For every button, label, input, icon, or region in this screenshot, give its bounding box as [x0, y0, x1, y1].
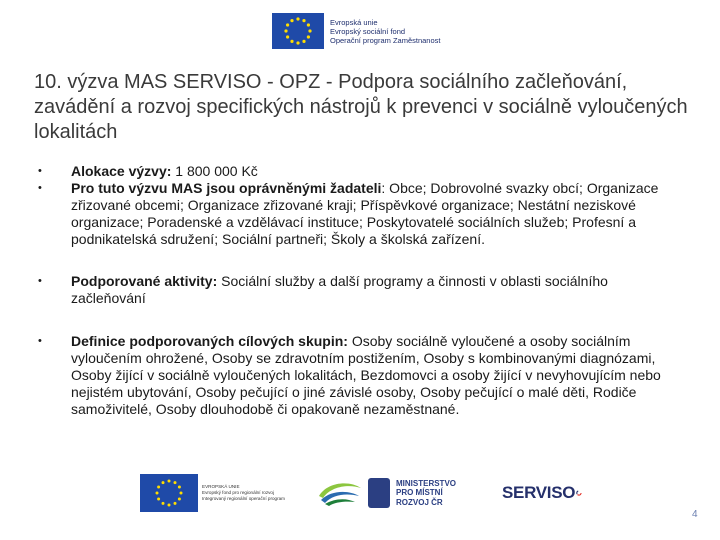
bullet-label: Alokace výzvy: — [71, 163, 172, 179]
eu-irop-line: Evropský fond pro regionální rozvoj — [202, 490, 275, 495]
mas-swoosh-logo — [315, 478, 365, 508]
bullet-text: Sociální služby a další programy a činnosti v oblasti sociálního začleňování — [71, 273, 608, 306]
eu-irop-line: EVROPSKÁ UNIE — [202, 484, 240, 489]
esf-opz-logo — [272, 11, 472, 51]
mmr-line: MINISTERSTVO — [396, 478, 457, 488]
eu-irop-line: Integrovaný regionální operační program — [202, 496, 285, 501]
bullet-label: Definice podporovaných cílových skupin: — [71, 333, 348, 349]
bullet-dot: • — [38, 182, 42, 194]
bullet-item-applicants — [38, 180, 678, 248]
bullet-text: : Obce; Dobrovolné svazky obcí; Organizace zřizované obcemi; Organizace zřizované kraji; Příspěvkové organizace; Nestátní neziskové organizace; Poradenské a vzdělávací instituce; Poskytovatelé sociálních služeb; Profesní a podnikatelská sdružení; Sociální partneři; Školy a školská zařízení. — [71, 180, 659, 247]
mmr-logo — [368, 472, 468, 514]
serviso-ring-icon — [576, 482, 582, 504]
bullet-text: Osoby sociálně vyloučené a osoby sociálním vyloučením ohrožené, Osoby se zdravotním postižením, Osoby s kombinovanými diagnózami, Osoby žijící v sociálně vyloučených lokalitách, Bezdomovci a osoby žijící v nevyhovujícím nebo nejistém ubytování, Osoby pečující o jiné závislé osoby, Osoby pečující o malé děti, Rodiče samoživitelé, Osoby dlouhodobě či opakovaně nezaměstnané. — [71, 333, 661, 417]
eu-irop-text — [202, 484, 285, 502]
esf-logo-text — [330, 18, 440, 45]
bullet-dot: • — [38, 275, 42, 287]
footer-logos — [140, 470, 590, 516]
bullet-list — [38, 163, 678, 418]
bullet-item-activities — [38, 273, 678, 307]
bullet-item-allocation — [38, 163, 678, 180]
bullet-item-target-groups — [38, 333, 678, 418]
lion-emblem-icon — [368, 478, 390, 508]
bullet-dot: • — [38, 165, 42, 177]
mmr-line: ROZVOJ ČR — [396, 497, 443, 507]
esf-logo-line: Evropská unie — [330, 17, 378, 27]
esf-logo-line: Operační program Zaměstnanost — [330, 35, 441, 45]
bullet-label: Podporované aktivity: — [71, 273, 218, 289]
slide-title: 10. výzva MAS SERVISO - OPZ - Podpora sociálního začleňování, zavádění a rozvoj specifických nástrojů k prevenci v sociálně vyloučených lokalitách — [34, 71, 688, 143]
eu-irop-logo — [140, 474, 300, 512]
mmr-text — [396, 479, 456, 508]
mmr-line: PRO MÍSTNÍ — [396, 488, 443, 498]
eu-flag-icon — [140, 474, 198, 512]
bullet-text: 1 800 000 Kč — [171, 163, 258, 179]
serviso-wordmark: SERVISO — [502, 483, 576, 502]
esf-logo-line: Evropský sociální fond — [330, 26, 406, 36]
serviso-logo — [502, 476, 582, 510]
eu-flag-icon — [272, 13, 324, 49]
bullet-dot: • — [38, 335, 42, 347]
bullet-label: Pro tuto výzvu MAS jsou oprávněnými žadateli — [71, 180, 382, 196]
page-number: 4 — [692, 509, 698, 520]
